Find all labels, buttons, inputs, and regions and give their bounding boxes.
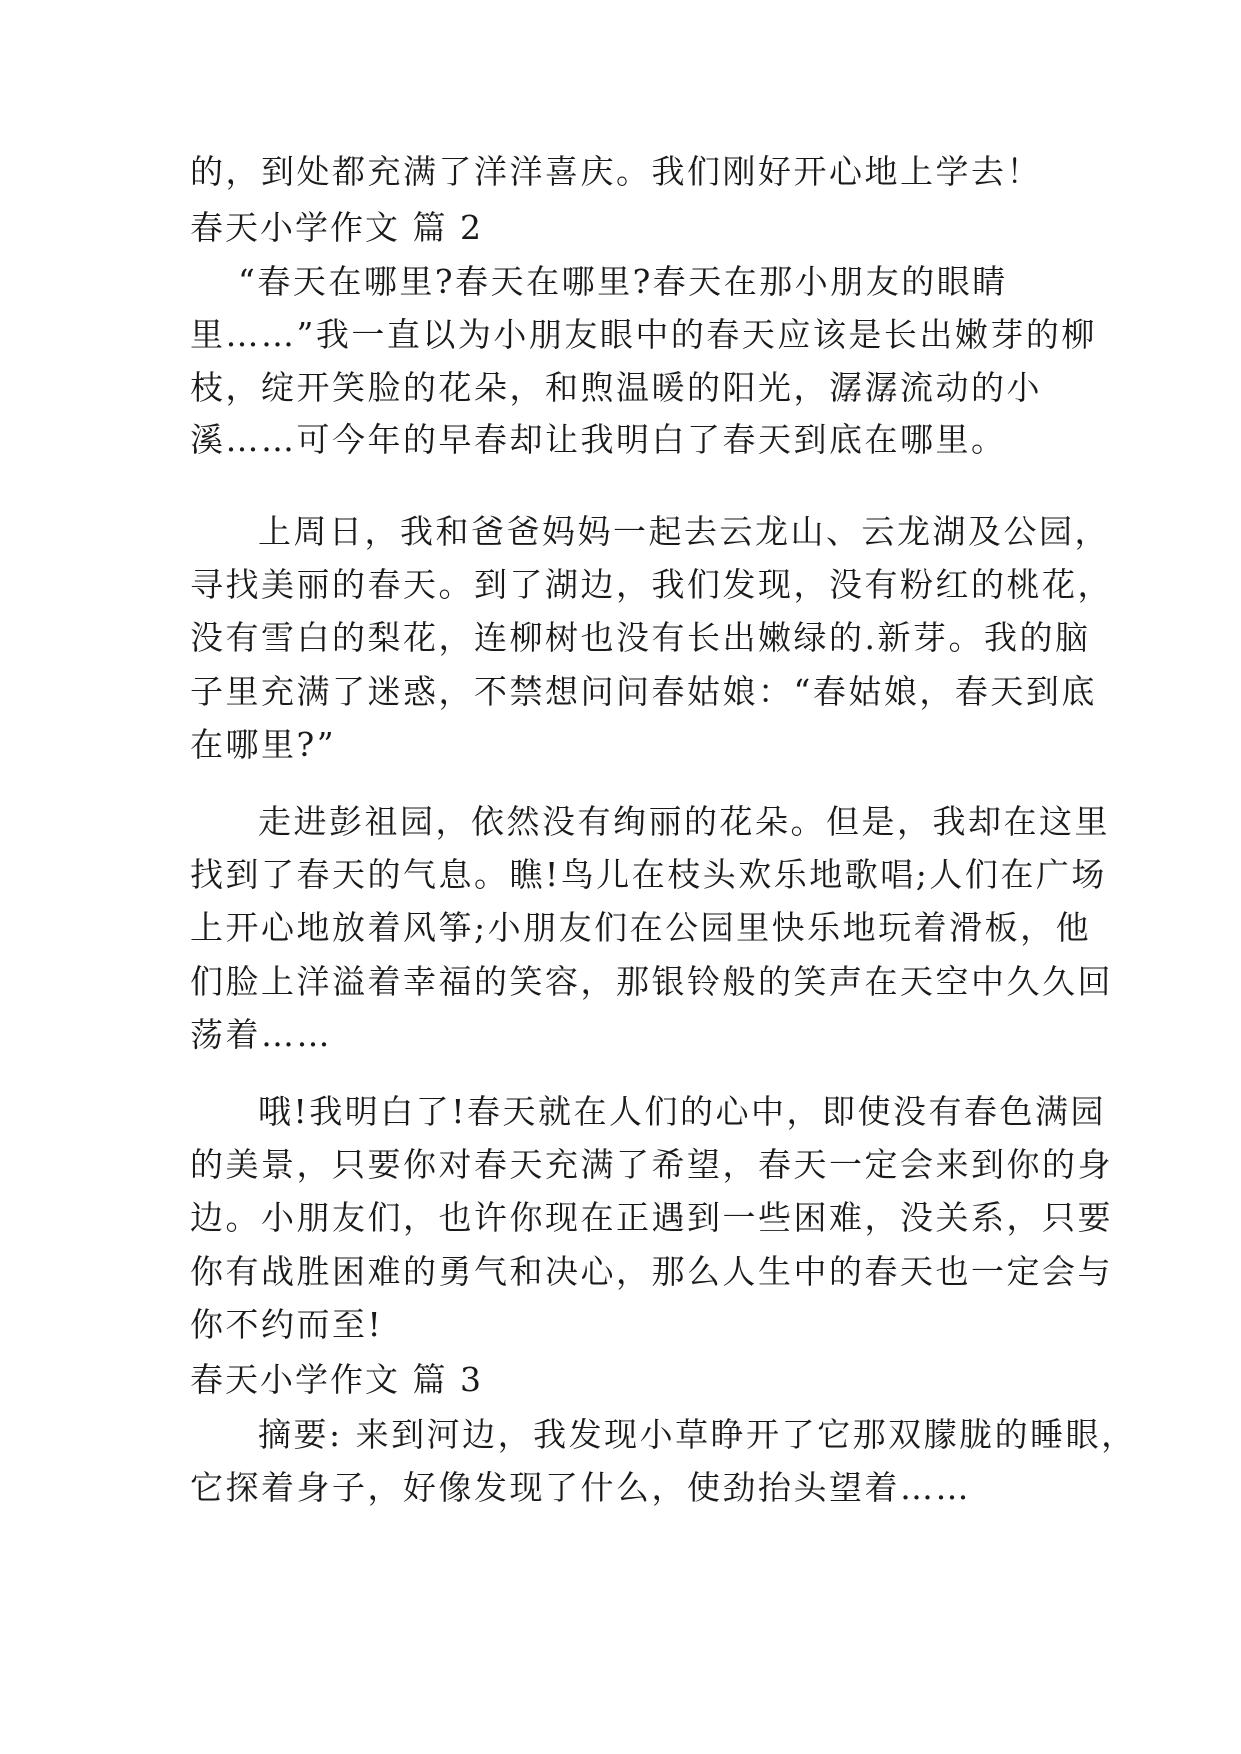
body-line: 没有雪白的梨花，连柳树也没有长出嫩绿的.新芽。我的脑 [190, 618, 1091, 657]
body-line: “春天在哪里?春天在哪里?春天在那小朋友的眼睛 [238, 262, 1008, 301]
body-line: 找到了春天的气息。瞧!鸟儿在枝头欢乐地歌唱;人们在广场 [190, 855, 1107, 894]
body-line: 上开心地放着风筝;小朋友们在公园里快乐地玩着滑板，他 [190, 908, 1092, 947]
section-heading: 春天小学作文 篇 2 [190, 208, 483, 247]
body-line: 在哪里?” [190, 725, 337, 764]
body-line: 你不约而至! [190, 1305, 384, 1344]
body-line: 上周日，我和爸爸妈妈一起去云龙山、云龙湖及公园， [258, 512, 1110, 551]
section-heading: 春天小学作文 篇 3 [190, 1360, 483, 1399]
body-line: 哦!我明白了!春天就在人们的心中，即使没有春色满园 [258, 1092, 1107, 1131]
body-line: 子里充满了迷惑，不禁想问问春姑娘：“春姑娘，春天到底 [190, 672, 1097, 711]
body-line: 的，到处都充满了洋洋喜庆。我们刚好开心地上学去！ [190, 152, 1042, 191]
body-line: 摘要: 来到河边，我发现小草睁开了它那双朦胧的睡眼， [258, 1415, 1137, 1454]
body-line: 的美景，只要你对春天充满了希望，春天一定会来到你的身 [190, 1145, 1113, 1184]
body-line: 枝，绽开笑脸的花朵，和煦温暖的阳光，潺潺流动的小 [190, 368, 1042, 407]
body-line: 溪……可今年的早春却让我明白了春天到底在哪里。 [190, 420, 1007, 459]
body-line: 们脸上洋溢着幸福的笑容，那银铃般的笑声在天空中久久回 [190, 962, 1113, 1001]
body-line: 走进彭祖园，依然没有绚丽的花朵。但是，我却在这里 [258, 802, 1110, 841]
body-line: 它探着身子，好像发现了什么，使劲抬头望着…… [190, 1468, 971, 1507]
body-line: 你有战胜困难的勇气和决心，那么人生中的春天也一定会与 [190, 1252, 1113, 1291]
body-line: 荡着…… [190, 1015, 332, 1054]
body-line: 寻找美丽的春天。到了湖边，我们发现，没有粉红的桃花， [190, 565, 1113, 604]
body-line: 里……”我一直以为小朋友眼中的春天应该是长出嫩芽的柳 [190, 315, 1097, 354]
body-line: 边。小朋友们，也许你现在正遇到一些困难，没关系，只要 [190, 1198, 1113, 1237]
